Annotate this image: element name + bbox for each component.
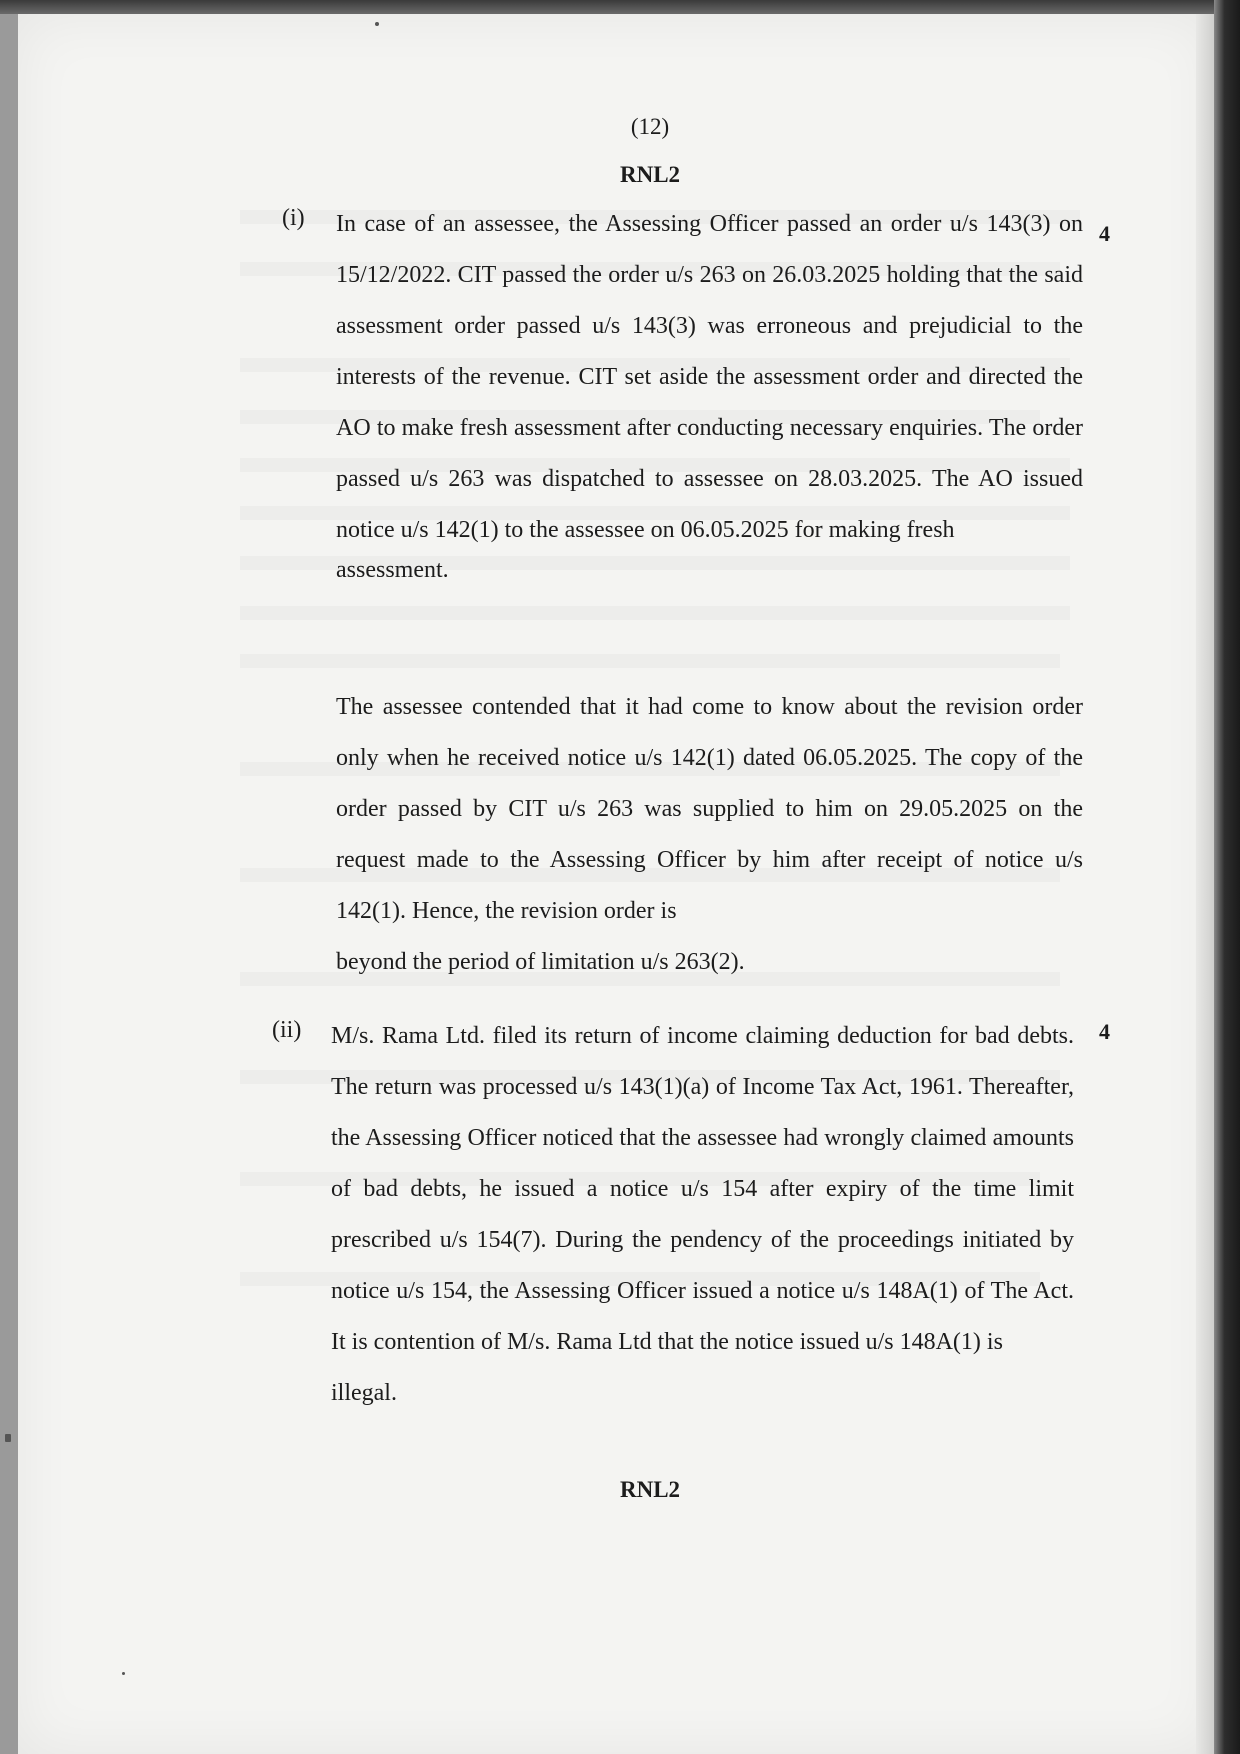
scan-speck <box>122 1672 125 1675</box>
paragraph-text: M/s. Rama Ltd. filed its return of income claiming deduction for bad debts. The return was processed u/s 143(1)(a) of Income Tax Act, 1961. Thereafter, the Assessing Officer noticed that the assessee had wrongly claimed amounts of bad debts, he issued a notice u/s 154 after expiry of the time limit prescribed u/s 154(7). During the pendency of the proceedings initiated by notice u/s 154, the Assessing Officer issued a notice u/s 148A(1) of The Act. It is contention of M/s. Rama Ltd that the notice issued u/s 148A(1) is <box>331 1023 1074 1355</box>
scan-shadow-top <box>0 0 1240 14</box>
paragraph-text: In case of an assessee, the Assessing Officer passed an order u/s 143(3) on 15/12/2022. CIT passed the order u/s 263 on 26.03.2025 holding that the said assessment order passed u/s 143(3) was erroneous and prejudicial to the interests of the revenue. CIT set aside the assessment order and directed the AO to make fresh assessment after conducting necessary enquiries. The order passed u/s 263 was dispatched to assessee on 28.03.2025. The AO issued notice u/s 142(1) to the assessee on 06.05.2025 for making fresh <box>336 211 1083 543</box>
question-paragraph <box>331 1011 1074 1419</box>
show-through <box>240 654 1060 668</box>
question-marks: 4 <box>1099 1019 1110 1044</box>
scan-speck <box>5 1434 11 1442</box>
page-number: (12) <box>630 114 670 139</box>
question-paragraph <box>336 199 1083 584</box>
paper-code-footer: RNL2 <box>619 1477 681 1502</box>
show-through <box>240 606 1070 620</box>
paragraph-last-line: illegal. <box>331 1380 397 1406</box>
question-marks: 4 <box>1099 221 1110 246</box>
paragraph-last-line: assessment. <box>336 557 449 583</box>
question-label: (i) <box>282 205 305 231</box>
paper-code-header: RNL2 <box>619 162 681 187</box>
question-paragraph <box>336 682 1083 988</box>
paragraph-last-line: beyond the period of limitation u/s 263(2). <box>336 949 745 975</box>
question-label: (ii) <box>272 1017 302 1043</box>
scan-speck <box>375 22 379 26</box>
paragraph-text: The assessee contended that it had come to know about the revision order only when he received notice u/s 142(1) dated 06.05.2025. The copy of the order passed by CIT u/s 263 was supplied to him on 29.05.2025 on the request made to the Assessing Officer by him after receipt of notice u/s 142(1). Hence, the revision order is <box>336 694 1083 924</box>
